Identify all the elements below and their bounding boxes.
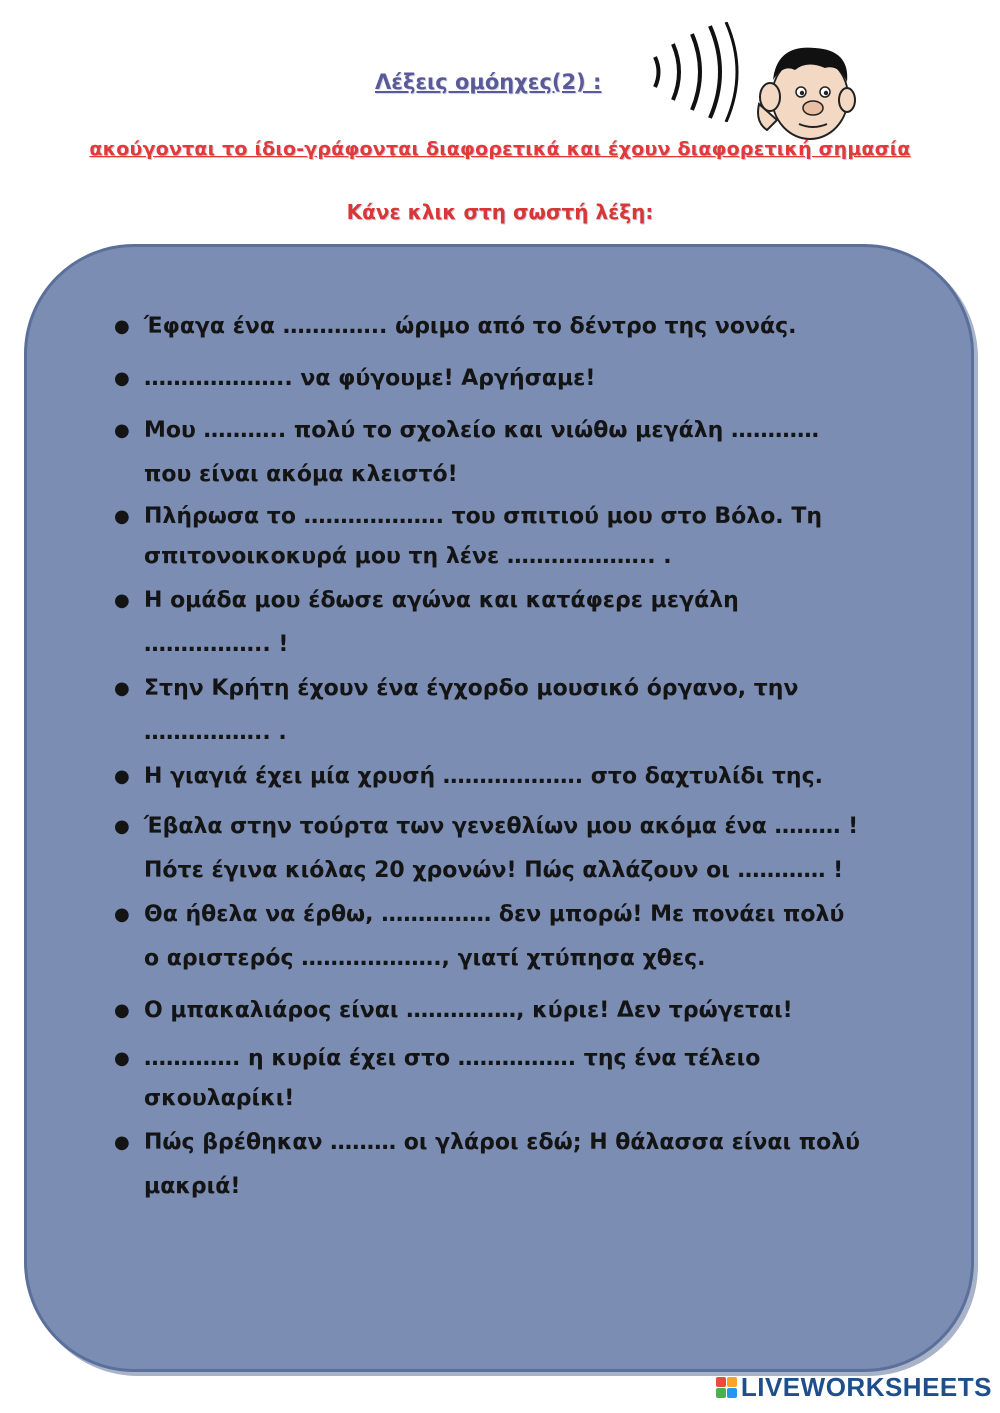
sentence-line: Έβαλα στην τούρτα των γενεθλίων μου ακόμα ένα ……… ! xyxy=(144,814,859,839)
sentence-line: που είναι ακόμα κλειστό! xyxy=(144,462,458,487)
sound-waves-icon xyxy=(640,22,750,122)
bullet-icon: ● xyxy=(114,1132,130,1153)
bullet-icon: ● xyxy=(114,766,130,787)
sentence-line: …………….. . xyxy=(144,720,287,745)
sentence-item xyxy=(110,409,922,497)
sentence-line: ……………….. να φύγουμε! Αργήσαμε! xyxy=(144,366,596,391)
sentence-line: σπιτονοικοκυρά μου τη λένε ……………….. . xyxy=(144,544,672,569)
sentence-line: Η ομάδα μου έδωσε αγώνα και κατάφερε μεγάλη xyxy=(144,588,739,613)
bullet-icon: ● xyxy=(114,506,130,527)
sentence-line: Έφαγα ένα ………….. ώριμο από το δέντρο της νονάς. xyxy=(144,314,797,339)
logo-square xyxy=(727,1377,737,1387)
sentence-line: Μου ……….. πολύ το σχολείο και νιώθω μεγάλη ………… xyxy=(144,418,819,443)
sentence-item xyxy=(110,989,922,1033)
sentence-item xyxy=(110,755,922,799)
sentence-line: Πλήρωσα το ………………. του σπιτιού μου στο Βόλο. Τη xyxy=(144,504,822,529)
bullet-icon: ● xyxy=(114,904,130,925)
liveworksheets-watermark[interactable] xyxy=(716,1372,992,1403)
bullet-icon: ● xyxy=(114,420,130,441)
bullet-icon: ● xyxy=(114,678,130,699)
watermark-text: LIVEWORKSHEETS xyxy=(740,1372,992,1402)
sentence-line: …………. η κυρία έχει στο ……………. της ένα τέλειο xyxy=(144,1046,761,1071)
bullet-icon: ● xyxy=(114,1048,130,1069)
instruction: Κάνε κλικ στη σωστή λέξη: xyxy=(346,200,654,224)
sentence-line: Ο μπακαλιάρος είναι ……………, κύριε! Δεν τρώγεται! xyxy=(144,998,793,1023)
sentence-line: σκουλαρίκι! xyxy=(144,1086,295,1111)
sentence-line: Θα ήθελα να έρθω, …………… δεν μπορώ! Με πονάει πολύ xyxy=(144,902,845,927)
logo-square xyxy=(716,1388,726,1398)
liveworksheets-logo-icon xyxy=(716,1377,737,1398)
bullet-icon: ● xyxy=(114,590,130,611)
logo-square xyxy=(716,1377,726,1387)
bullet-icon: ● xyxy=(114,816,130,837)
bullet-icon: ● xyxy=(114,368,130,389)
sentence-line: Η γιαγιά έχει μία χρυσή ………………. στο δαχτυλίδι της. xyxy=(144,764,823,789)
sentence-item xyxy=(110,1121,922,1209)
sentence-line: …………….. ! xyxy=(144,632,289,657)
page-title: Λέξεις ομόηχες(2) : xyxy=(375,70,602,94)
sentence-item xyxy=(110,357,922,401)
sentence-list xyxy=(110,305,922,1209)
sentence-item xyxy=(110,579,922,667)
sentence-line: Πώς βρέθηκαν ……… οι γλάροι εδώ; Η θάλασσα είναι πολύ xyxy=(144,1130,861,1155)
sentence-line: Πότε έγινα κιόλας 20 χρονών! Πώς αλλάζουν οι ………… ! xyxy=(144,858,844,883)
sentence-item xyxy=(110,893,922,981)
sentence-item xyxy=(110,805,922,893)
logo-square xyxy=(727,1388,737,1398)
sentence-item xyxy=(110,305,922,349)
subtitle: ακούγονται το ίδιο-γράφονται διαφορετικά και έχουν διαφορετική σημασία xyxy=(89,138,911,160)
bullet-icon: ● xyxy=(114,1000,130,1021)
sentence-line: Στην Κρήτη έχουν ένα έγχορδο μουσικό όργανο, την xyxy=(144,676,799,701)
listening-face-icon xyxy=(755,42,860,142)
sentence-line: ο αριστερός ………………., γιατί χτύπησα χθες. xyxy=(144,946,706,971)
bullet-icon: ● xyxy=(114,316,130,337)
sentence-item xyxy=(110,497,922,577)
sentence-item xyxy=(110,667,922,755)
sentence-item xyxy=(110,1039,922,1119)
sentence-line: μακριά! xyxy=(144,1174,241,1199)
